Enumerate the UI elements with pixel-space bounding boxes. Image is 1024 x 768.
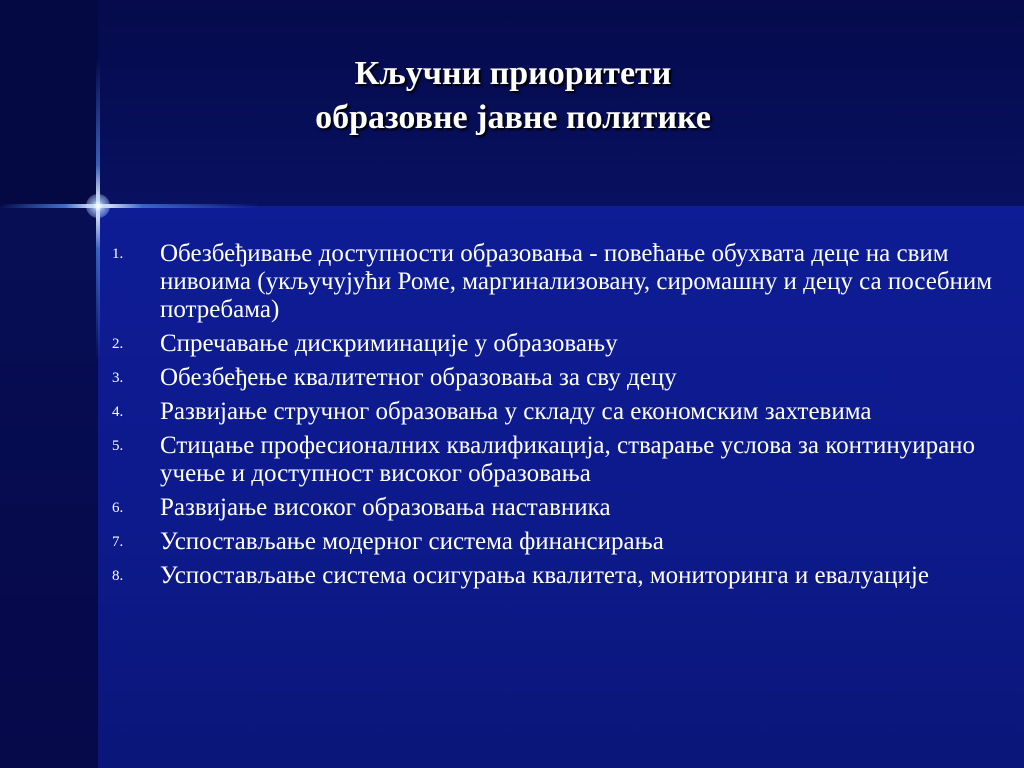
list-item-text: Обезбеђивање доступности образовања - повећање обухвата деце на свим нивоима (укључујући Роме, маргинализовану, сиромашну и децу са посебним потребама) [160,240,993,323]
sparkle-star-icon [86,194,110,218]
title-line-2: образовне јавне политике [315,99,711,136]
sparkle-horizontal-ray [0,204,260,208]
list-item-number: 7. [112,534,124,550]
title-line-1: Кључни приоритети [354,55,672,92]
list-item-number: 6. [112,500,124,516]
list-item-text: Развијање стручног образовања у складу са економским захтевима [160,398,872,425]
list-item-number: 8. [112,568,124,584]
list-item [108,330,1008,358]
corner-band [0,0,98,206]
list-item-text: Развијање високог образовања наставника [160,494,611,521]
list-item [108,398,1008,426]
list-item-number: 4. [112,404,124,420]
list-item [108,528,1008,556]
list-item-number: 3. [112,370,124,386]
left-margin-band [0,206,98,768]
list-item [108,494,1008,522]
list-item [108,364,1008,392]
list-item-text: Спречавање дискриминације у образовању [160,330,618,357]
list-item [108,240,1008,324]
slide-title [98,52,928,140]
list-item-text: Стицање професионалних квалификација, стварање услова за континуирано учење и доступност високог образовања [160,432,976,487]
list-item-text: Успостављање система осигурања квалитета, мониторинга и евалуације [160,562,929,589]
list-item [108,562,1008,590]
list-item-number: 2. [112,336,124,352]
list-item [108,432,1008,488]
list-item-text: Успостављање модерног система финансирања [160,528,664,555]
list-item-number: 1. [112,246,124,262]
list-item-text: Обезбеђење квалитетног образовања за сву децу [160,364,677,391]
list-item-number: 5. [112,438,124,454]
priorities-list [108,240,1008,596]
